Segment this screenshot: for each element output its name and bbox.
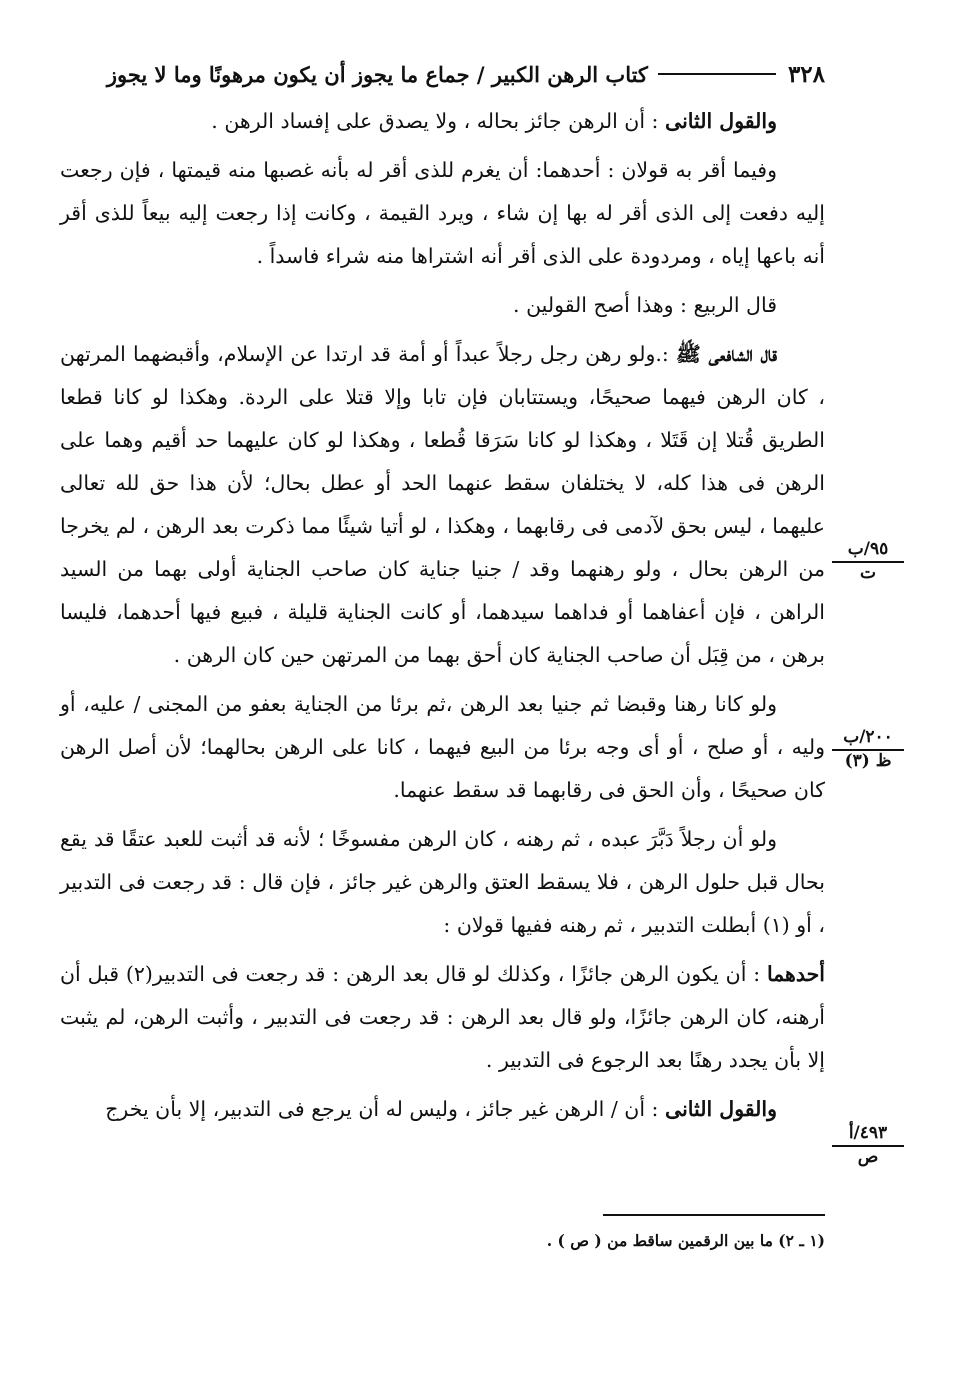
- paragraph-text: : أن / الرهن غير جائز ، وليس له أن يرجع فى التدبير، إلا بأن يخرج: [105, 1097, 659, 1121]
- paragraph: [60, 149, 825, 278]
- running-title: كتاب الرهن الكبير / جماع ما يجوز أن يكون مرهونًا وما لا يجوز: [106, 61, 648, 87]
- paragraph-text: ولو كانا رهنا وقبضا ثم جنيا بعد الرهن ،ثم برئا من الجناية بعفو من المجنى / عليه، أو وليه ، أو صلح ، أو أى وجه برئا من البيع فيهما ، كانا على الرهن بحالهما؛ لأن أصل الرهن كان صحيحًا ، وأن الحق فى رقابهما قد سقط عنهما.: [60, 692, 825, 802]
- margin-note: [832, 1124, 904, 1167]
- paragraph-lead: قال الشافعى ﷺ: [675, 342, 777, 366]
- margin-note-manuscript: ص: [857, 1147, 879, 1167]
- paragraph: [60, 683, 825, 812]
- paragraph-lead: والقول الثانى: [665, 109, 777, 133]
- paragraph: [60, 953, 825, 1082]
- footnote-rule: [603, 1214, 825, 1216]
- paragraph-text: ولو أن رجلاً دَبَّرَ عبده ، ثم رهنه ، كان الرهن مفسوخًا ؛ لأنه قد أثبت للعبد عتقًا قد يقع بحال قبل حلول الرهن ، فلا يسقط العتق والرهن غير جائز ، فإن قال : قد رجعت فى التدبير ، أو (١) أبطلت التدبير ، ثم رهنه ففيها قولان :: [60, 827, 825, 937]
- paragraph: [60, 333, 825, 677]
- margin-note: [832, 540, 904, 583]
- paragraph: [60, 1088, 825, 1131]
- margin-note-folio: ٩٥/ب: [832, 540, 904, 563]
- main-text: [60, 100, 825, 1137]
- page-number: ٣٢٨: [787, 60, 825, 88]
- margin-note-folio: ٤٩٣/أ: [832, 1124, 904, 1147]
- paragraph-text: :.ولو رهن رجل رجلاً عبداً أو أمة قد ارتدا عن الإسلام، وأقبضهما المرتهن ، كان الرهن فيهما صحيحًا، ويستتابان فإن تابا وإلا قتلا على الردة. وهكذا لو كانا قطعا الطريق قُتلا إن قَتَلا ، وهكذا لو كانا سَرَقا قُطعا ، وهكذا لو كان عليهما حد أقيم وهما على الرهن فى هذا كله، لا يختلفان سقط عنهما الحد أو عطل بحال؛ لأن هذا حق لله تعالى عليهما ، ليس بحق لآدمى فى رقابهما ، وهكذا ، لو أتيا شيئًا مما ذكرت بعد الرهن ، لم يخرجا من الرهن بحال ، ولو رهنهما وقد / جنيا جناية كان صاحب الجناية أولى بهما من السيد الراهن ، فإن أعفاهما أو فداهما سيدهما، أو كانت الجناية قليلة ، فبيع فيها أحدهما، فليسا برهن ، من قِبَل أن صاحب الجناية كان أحق بهما من المرتهن حين كان الرهن .: [60, 342, 825, 667]
- margin-note-folio: ٢٠٠/ب: [832, 728, 904, 751]
- margin-note-manuscript: ت: [859, 563, 876, 583]
- paragraph: [60, 284, 825, 327]
- page-header: [60, 54, 825, 94]
- paragraph-text: قال الربيع : وهذا أصح القولين .: [513, 293, 777, 317]
- paragraph-text: وفيما أقر به قولان : أحدهما: أن يغرم للذى أقر له بأنه غصبها منه قيمتها ، فإن رجعت إليه دفعت إلى الذى أقر له بها إن شاء ، ويرد القيمة ، وكانت إذا رجعت إليه بيعاً للذى أقر أنه باعها إياه ، ومردودة على الذى أقر أنه اشتراها منه شراء فاسداً .: [60, 158, 825, 268]
- paragraph-lead: أحدهما: [766, 962, 825, 986]
- paragraph-lead: والقول الثانى: [665, 1097, 777, 1121]
- paragraph-text: : أن الرهن جائز بحاله ، ولا يصدق على إفساد الرهن .: [211, 109, 659, 133]
- header-rule: [658, 73, 776, 75]
- paragraph: [60, 100, 825, 143]
- paragraph: [60, 818, 825, 947]
- margin-note: [832, 728, 904, 771]
- margin-note-manuscript: ظ (٣): [844, 751, 892, 771]
- footnote: (١ ـ ٢) ما بين الرقمين ساقط من ( ص ) .: [546, 1231, 825, 1250]
- paragraph-text: : أن يكون الرهن جائزًا ، وكذلك لو قال بعد الرهن : قد رجعت فى التدبير(٢) قبل أن أرهنه، كان الرهن جائزًا، ولو قال بعد الرهن : قد رجعت فى التدبير ، وأثبت الرهن، لم يثبت إلا بأن يجدد رهنًا بعد الرجوع فى التدبير .: [60, 962, 825, 1072]
